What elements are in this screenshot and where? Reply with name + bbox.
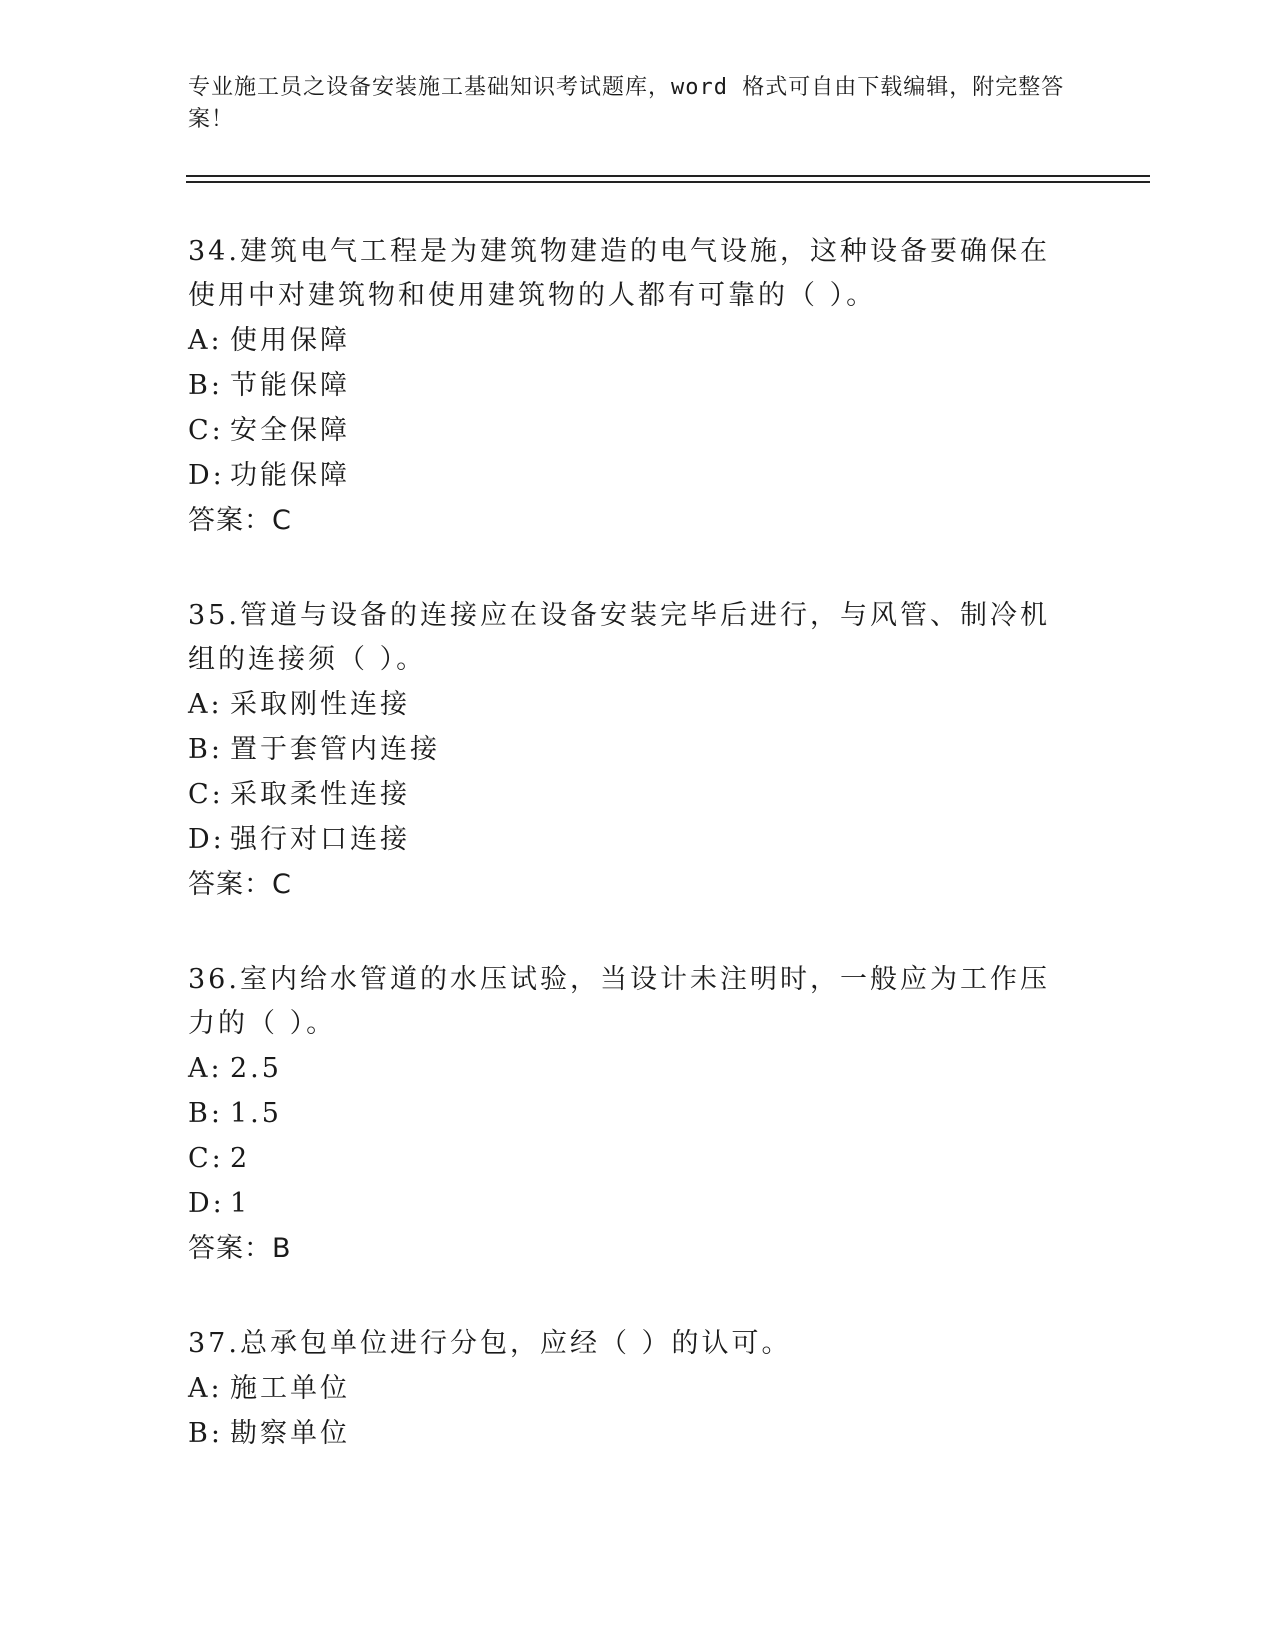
option-b	[188, 1091, 1068, 1136]
option-d	[188, 817, 1068, 862]
option-letter: A:	[188, 689, 223, 720]
answer-line: 答案：C	[188, 869, 292, 900]
option-letter: A:	[188, 1053, 223, 1084]
header-divider-top	[186, 175, 1150, 177]
option-c	[188, 772, 1068, 817]
question-stem: 34.建筑电气工程是为建筑物建造的电气设施，这种设备要确保在使用中对建筑物和使用建筑物的人都有可靠的（ ）。	[188, 236, 1050, 311]
option-text: 节能保障	[230, 370, 350, 401]
option-letter: A:	[188, 1373, 223, 1404]
option-letter: B:	[188, 1418, 223, 1449]
header-divider-bottom	[186, 181, 1150, 183]
option-c	[188, 408, 1068, 453]
question-36	[188, 958, 1068, 1271]
option-text: 安全保障	[230, 415, 350, 446]
option-letter: A:	[188, 325, 223, 356]
question-34	[188, 230, 1068, 543]
option-letter: D:	[188, 460, 225, 491]
option-letter: B:	[188, 370, 223, 401]
option-a	[188, 682, 1068, 727]
answer-line: 答案：C	[188, 505, 292, 536]
question-stem: 37.总承包单位进行分包，应经（ ）的认可。	[188, 1328, 792, 1359]
option-a	[188, 318, 1068, 363]
option-letter: B:	[188, 1098, 223, 1129]
question-stem: 36.室内给水管道的水压试验，当设计未注明时，一般应为工作压力的（ ）。	[188, 964, 1050, 1039]
option-b	[188, 363, 1068, 408]
option-text: 置于套管内连接	[230, 734, 440, 765]
option-letter: C:	[188, 1143, 224, 1174]
option-d	[188, 453, 1068, 498]
option-text: 勘察单位	[230, 1418, 350, 1449]
option-text: 使用保障	[230, 325, 350, 356]
option-letter: C:	[188, 779, 224, 810]
document-header: 专业施工员之设备安装施工基础知识考试题库，word 格式可自由下载编辑，附完整答案！	[188, 75, 1065, 132]
question-stem: 35.管道与设备的连接应在设备安装完毕后进行，与风管、制冷机组的连接须（ ）。	[188, 600, 1050, 675]
option-text: 1	[230, 1188, 251, 1219]
option-text: 2.5	[230, 1053, 282, 1084]
option-text: 施工单位	[230, 1373, 350, 1404]
option-text: 1.5	[230, 1098, 282, 1129]
option-text: 2	[230, 1143, 251, 1174]
option-d	[188, 1181, 1068, 1226]
option-text: 强行对口连接	[230, 824, 410, 855]
option-text: 功能保障	[230, 460, 350, 491]
option-letter: C:	[188, 415, 224, 446]
option-text: 采取柔性连接	[230, 779, 410, 810]
option-letter: B:	[188, 734, 223, 765]
option-letter: D:	[188, 1188, 225, 1219]
option-a	[188, 1046, 1068, 1091]
option-text: 采取刚性连接	[230, 689, 410, 720]
option-c	[188, 1136, 1068, 1181]
question-37	[188, 1322, 1068, 1456]
answer-line: 答案：B	[188, 1233, 292, 1264]
option-b	[188, 727, 1068, 772]
question-35	[188, 594, 1068, 907]
option-a	[188, 1366, 1068, 1411]
option-letter: D:	[188, 824, 225, 855]
option-b	[188, 1411, 1068, 1456]
